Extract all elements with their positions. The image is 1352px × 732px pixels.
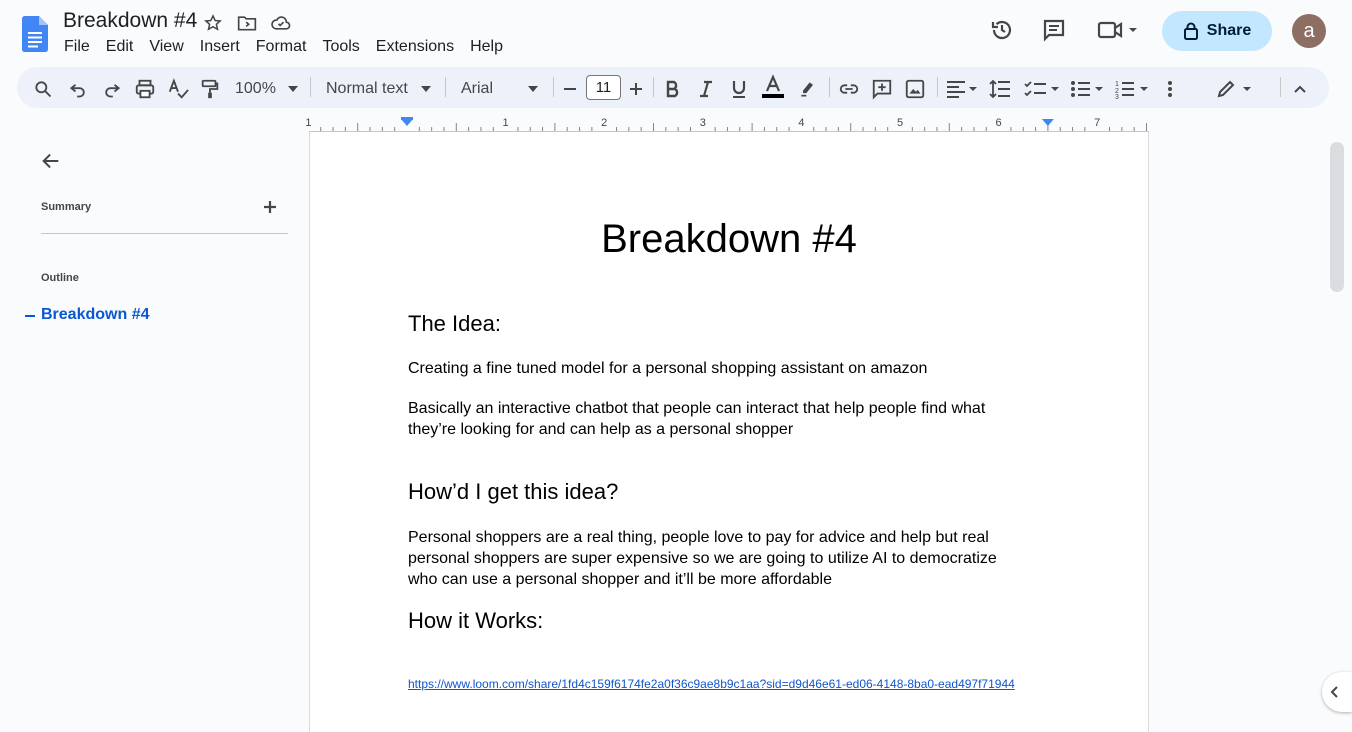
ruler-label: 1 bbox=[305, 117, 312, 129]
insert-link-icon[interactable] bbox=[838, 77, 860, 101]
lock-icon bbox=[1183, 22, 1199, 40]
ruler-label: 3 bbox=[699, 117, 706, 129]
chevron-down-icon bbox=[421, 86, 431, 92]
checklist-icon[interactable] bbox=[1024, 77, 1064, 101]
heading-how-it-works: How it Works: bbox=[408, 608, 544, 633]
print-icon[interactable] bbox=[134, 77, 156, 101]
document-title[interactable]: Breakdown #4 bbox=[63, 9, 198, 32]
star-icon[interactable] bbox=[201, 11, 225, 35]
redo-icon[interactable] bbox=[102, 77, 122, 101]
heading-the-idea: The Idea: bbox=[408, 311, 501, 336]
menu-file[interactable]: File bbox=[64, 38, 90, 55]
line-spacing-icon[interactable] bbox=[989, 77, 1011, 101]
version-history-icon[interactable] bbox=[986, 14, 1018, 46]
chevron-down-icon bbox=[288, 86, 298, 92]
divider bbox=[41, 233, 288, 234]
zoom-value: 100% bbox=[235, 80, 276, 97]
summary-label: Summary bbox=[41, 201, 92, 213]
loom-link[interactable]: https://www.loom.com/share/1fd4c159f6174fe2a0f36c9ae8b9c1aa?sid=d9d46e61-ed06-4148-8ba0-ead497f71944 bbox=[408, 677, 1015, 691]
zoom-select[interactable] bbox=[235, 77, 298, 101]
first-line-indent-marker[interactable] bbox=[401, 117, 413, 120]
outline-item-breakdown[interactable]: Breakdown #4 bbox=[41, 306, 150, 323]
menu-help[interactable]: Help bbox=[470, 38, 503, 55]
svg-text:2: 2 bbox=[1115, 88, 1119, 95]
menu-edit[interactable]: Edit bbox=[105, 38, 134, 55]
menu-extensions[interactable]: Extensions bbox=[375, 38, 455, 55]
vertical-scrollbar[interactable] bbox=[1330, 142, 1344, 292]
paragraph: Basically an interactive chatbot that people can interact that help people find what they’re looking for and can help as a personal shopper bbox=[408, 400, 986, 438]
horizontal-ruler[interactable] bbox=[305, 112, 1149, 132]
comments-icon[interactable] bbox=[1038, 14, 1070, 46]
numbered-list-icon[interactable] bbox=[1115, 77, 1155, 101]
menu-format[interactable]: Format bbox=[255, 38, 307, 55]
undo-icon[interactable] bbox=[68, 77, 88, 101]
bold-icon[interactable] bbox=[665, 77, 681, 101]
highlight-color-icon[interactable] bbox=[798, 77, 818, 101]
ruler-label: 7 bbox=[1094, 117, 1101, 129]
underline-icon[interactable] bbox=[731, 77, 747, 101]
docs-logo-icon[interactable] bbox=[22, 16, 48, 52]
chevron-down-icon bbox=[528, 86, 538, 92]
add-summary-icon[interactable] bbox=[261, 198, 279, 221]
paragraph: Creating a fine tuned model for a personal shopping assistant on amazon bbox=[408, 360, 928, 377]
cloud-saved-icon[interactable] bbox=[269, 11, 293, 35]
paragraph: Personal shoppers are a real thing, people love to pay for advice and help but real personal shoppers are super expensive so we are going to utilize AI to democratize who can use a personal shopper and it’ll be more affordable bbox=[408, 529, 997, 588]
style-value: Normal text bbox=[326, 80, 408, 97]
menu-view[interactable]: View bbox=[149, 38, 184, 55]
share-button[interactable] bbox=[1162, 11, 1272, 51]
align-icon[interactable] bbox=[945, 77, 981, 101]
ruler-label: 6 bbox=[995, 117, 1002, 129]
outline-label: Outline bbox=[41, 272, 79, 284]
ruler-label: 4 bbox=[798, 117, 805, 129]
menu-insert[interactable]: Insert bbox=[199, 38, 240, 55]
ruler-label: 5 bbox=[896, 117, 904, 129]
font-select[interactable] bbox=[461, 77, 538, 101]
font-value: Arial bbox=[461, 80, 494, 97]
more-options-icon[interactable] bbox=[1162, 77, 1178, 101]
paint-format-icon[interactable] bbox=[199, 77, 221, 101]
insert-image-icon[interactable] bbox=[904, 77, 926, 101]
text-color-icon[interactable] bbox=[762, 75, 784, 99]
font-size-input[interactable]: 11 bbox=[586, 75, 621, 100]
paragraph-style-select[interactable] bbox=[326, 77, 431, 101]
menu-tools[interactable]: Tools bbox=[322, 38, 360, 55]
bulleted-list-icon[interactable] bbox=[1070, 77, 1110, 101]
add-comment-icon[interactable] bbox=[871, 77, 893, 101]
avatar[interactable]: a bbox=[1292, 14, 1326, 48]
ruler-label: 1 bbox=[502, 117, 509, 129]
increase-font-size-icon[interactable] bbox=[628, 77, 644, 101]
share-label: Share bbox=[1206, 22, 1252, 39]
side-panel-toggle-button[interactable] bbox=[1322, 672, 1352, 712]
move-to-folder-icon[interactable] bbox=[235, 11, 259, 35]
spellcheck-icon[interactable] bbox=[167, 77, 189, 101]
chevron-left-icon bbox=[1330, 686, 1340, 698]
editing-mode-icon[interactable] bbox=[1216, 77, 1256, 101]
outline-active-marker bbox=[25, 315, 35, 317]
meet-icon[interactable] bbox=[1094, 14, 1140, 46]
heading-how-idea: How’d I get this idea? bbox=[408, 479, 619, 504]
search-menus-icon[interactable] bbox=[33, 77, 53, 101]
back-arrow-icon[interactable] bbox=[40, 150, 62, 177]
collapse-menus-icon[interactable] bbox=[1292, 77, 1308, 101]
document-heading-title: Breakdown #4 bbox=[601, 217, 857, 261]
svg-text:1: 1 bbox=[1115, 81, 1119, 88]
svg-text:3: 3 bbox=[1115, 94, 1119, 101]
decrease-font-size-icon[interactable] bbox=[562, 77, 578, 101]
ruler-label: 2 bbox=[601, 117, 608, 129]
italic-icon[interactable] bbox=[698, 77, 714, 101]
